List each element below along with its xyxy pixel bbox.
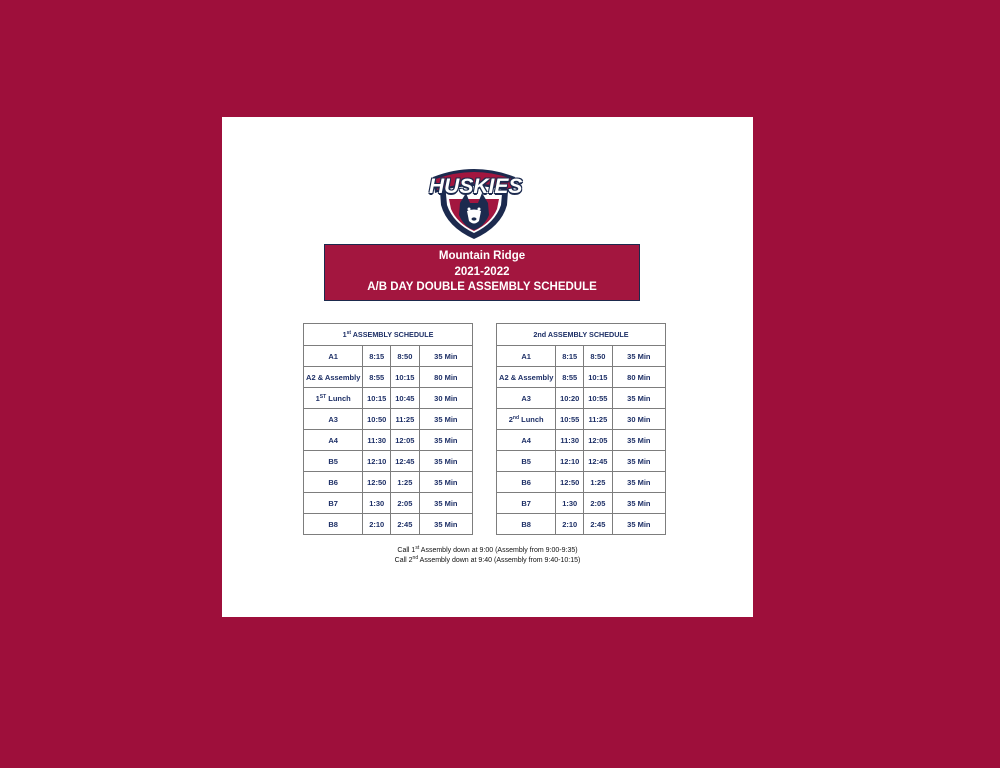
lunch-label: Lunch xyxy=(326,393,351,403)
duration-cell: 35 Min xyxy=(612,451,665,472)
end-time-cell: 12:05 xyxy=(584,430,613,451)
table-row xyxy=(497,367,666,388)
table-row xyxy=(497,430,666,451)
duration-cell: 30 Min xyxy=(612,409,665,430)
end-time-cell: 1:25 xyxy=(584,472,613,493)
header-ordinal: 1 xyxy=(342,330,347,339)
period-cell: A1 xyxy=(497,346,556,367)
school-name: Mountain Ridge xyxy=(438,250,526,263)
start-time-cell: 12:50 xyxy=(556,472,584,493)
start-time-cell: 8:55 xyxy=(363,367,391,388)
table-row xyxy=(304,367,473,388)
period-cell: A3 xyxy=(304,409,363,430)
schedule-title-banner xyxy=(324,244,640,301)
end-time-cell: 2:05 xyxy=(584,493,613,514)
table-row xyxy=(497,451,666,472)
lunch-ordinal-suffix: ST xyxy=(319,393,327,400)
period-cell: A3 xyxy=(497,388,556,409)
start-time-cell: 12:10 xyxy=(363,451,391,472)
first-assembly-schedule-table xyxy=(303,323,473,535)
schedule-document xyxy=(222,117,753,617)
period-cell: A2 & Assembly xyxy=(304,367,363,388)
duration-cell: 35 Min xyxy=(612,493,665,514)
table-row xyxy=(304,388,473,409)
end-time-cell: 2:45 xyxy=(584,514,613,535)
end-time-cell: 10:45 xyxy=(391,388,420,409)
note-text: Call 1 xyxy=(397,547,416,554)
table-row xyxy=(304,409,473,430)
duration-cell: 80 Min xyxy=(612,367,665,388)
period-cell: B5 xyxy=(497,451,556,472)
lunch-ordinal: 2 xyxy=(508,414,513,424)
end-time-cell: 10:15 xyxy=(391,367,420,388)
table-row xyxy=(497,514,666,535)
table-row xyxy=(304,493,473,514)
start-time-cell: 12:10 xyxy=(556,451,584,472)
table-row xyxy=(497,472,666,493)
start-time-cell: 2:10 xyxy=(363,514,391,535)
end-time-cell: 12:05 xyxy=(391,430,420,451)
start-time-cell: 1:30 xyxy=(363,493,391,514)
end-time-cell: 11:25 xyxy=(391,409,420,430)
note-text: Assembly down at 9:40 (Assembly from 9:40-10:15) xyxy=(418,557,581,564)
period-cell: B7 xyxy=(304,493,363,514)
header-text: ASSEMBLY SCHEDULE xyxy=(351,330,434,339)
period-cell: A4 xyxy=(497,430,556,451)
period-cell: B8 xyxy=(304,514,363,535)
table-row xyxy=(304,472,473,493)
start-time-cell: 10:50 xyxy=(363,409,391,430)
table-row xyxy=(497,493,666,514)
duration-cell: 35 Min xyxy=(419,514,472,535)
logo-wordmark: HUSKIES xyxy=(429,175,523,198)
start-time-cell: 2:10 xyxy=(556,514,584,535)
start-time-cell: 8:15 xyxy=(363,346,391,367)
table-row xyxy=(304,514,473,535)
start-time-cell: 11:30 xyxy=(556,430,584,451)
second-assembly-schedule-table xyxy=(496,323,666,535)
assembly-call-note-1 xyxy=(222,547,753,554)
start-time-cell: 10:15 xyxy=(363,388,391,409)
duration-cell: 35 Min xyxy=(612,514,665,535)
end-time-cell: 2:45 xyxy=(391,514,420,535)
period-cell: A2 & Assembly xyxy=(497,367,556,388)
duration-cell: 35 Min xyxy=(419,451,472,472)
end-time-cell: 10:15 xyxy=(584,367,613,388)
lunch-label: Lunch xyxy=(519,414,544,424)
note-ordinal-suffix: st xyxy=(415,545,420,551)
start-time-cell: 10:55 xyxy=(556,409,584,430)
note-text: Call 2 xyxy=(394,557,413,564)
start-time-cell: 12:50 xyxy=(363,472,391,493)
end-time-cell: 12:45 xyxy=(391,451,420,472)
table-row xyxy=(497,388,666,409)
duration-cell: 35 Min xyxy=(612,388,665,409)
period-cell: B8 xyxy=(497,514,556,535)
start-time-cell: 10:20 xyxy=(556,388,584,409)
duration-cell: 80 Min xyxy=(419,367,472,388)
huskies-logo xyxy=(429,163,523,241)
period-cell: B5 xyxy=(304,451,363,472)
end-time-cell: 1:25 xyxy=(391,472,420,493)
period-cell: A4 xyxy=(304,430,363,451)
end-time-cell: 2:05 xyxy=(391,493,420,514)
note-ordinal-suffix: nd xyxy=(412,555,419,561)
duration-cell: 35 Min xyxy=(612,346,665,367)
lunch-ordinal: 1 xyxy=(315,393,320,403)
duration-cell: 35 Min xyxy=(419,409,472,430)
table-header-row xyxy=(304,324,473,346)
table-row xyxy=(304,346,473,367)
table-row xyxy=(497,409,666,430)
end-time-cell: 12:45 xyxy=(584,451,613,472)
header-ordinal-suffix: st xyxy=(346,330,352,336)
schedule-name: A/B DAY DOUBLE ASSEMBLY SCHEDULE xyxy=(367,281,597,294)
period-cell xyxy=(497,409,556,430)
duration-cell: 35 Min xyxy=(419,493,472,514)
period-cell: B7 xyxy=(497,493,556,514)
table-row xyxy=(304,451,473,472)
end-time-cell: 11:25 xyxy=(584,409,613,430)
lunch-ordinal-suffix: nd xyxy=(512,414,520,421)
duration-cell: 35 Min xyxy=(419,472,472,493)
second-assembly-header: 2nd ASSEMBLY SCHEDULE xyxy=(497,324,666,346)
end-time-cell: 8:50 xyxy=(584,346,613,367)
start-time-cell: 8:15 xyxy=(556,346,584,367)
assembly-call-note-2 xyxy=(222,557,753,564)
end-time-cell: 8:50 xyxy=(391,346,420,367)
first-assembly-header xyxy=(304,324,473,346)
school-year: 2021-2022 xyxy=(454,265,510,278)
period-cell: A1 xyxy=(304,346,363,367)
duration-cell: 35 Min xyxy=(612,430,665,451)
start-time-cell: 1:30 xyxy=(556,493,584,514)
duration-cell: 35 Min xyxy=(419,346,472,367)
period-cell xyxy=(304,388,363,409)
end-time-cell: 10:55 xyxy=(584,388,613,409)
period-cell: B6 xyxy=(304,472,363,493)
table-row xyxy=(497,346,666,367)
period-cell: B6 xyxy=(497,472,556,493)
start-time-cell: 8:55 xyxy=(556,367,584,388)
duration-cell: 35 Min xyxy=(419,430,472,451)
start-time-cell: 11:30 xyxy=(363,430,391,451)
table-row xyxy=(304,430,473,451)
duration-cell: 35 Min xyxy=(612,472,665,493)
table-header-row xyxy=(497,324,666,346)
note-text: Assembly down at 9:00 (Assembly from 9:00-9:35) xyxy=(419,547,578,554)
duration-cell: 30 Min xyxy=(419,388,472,409)
